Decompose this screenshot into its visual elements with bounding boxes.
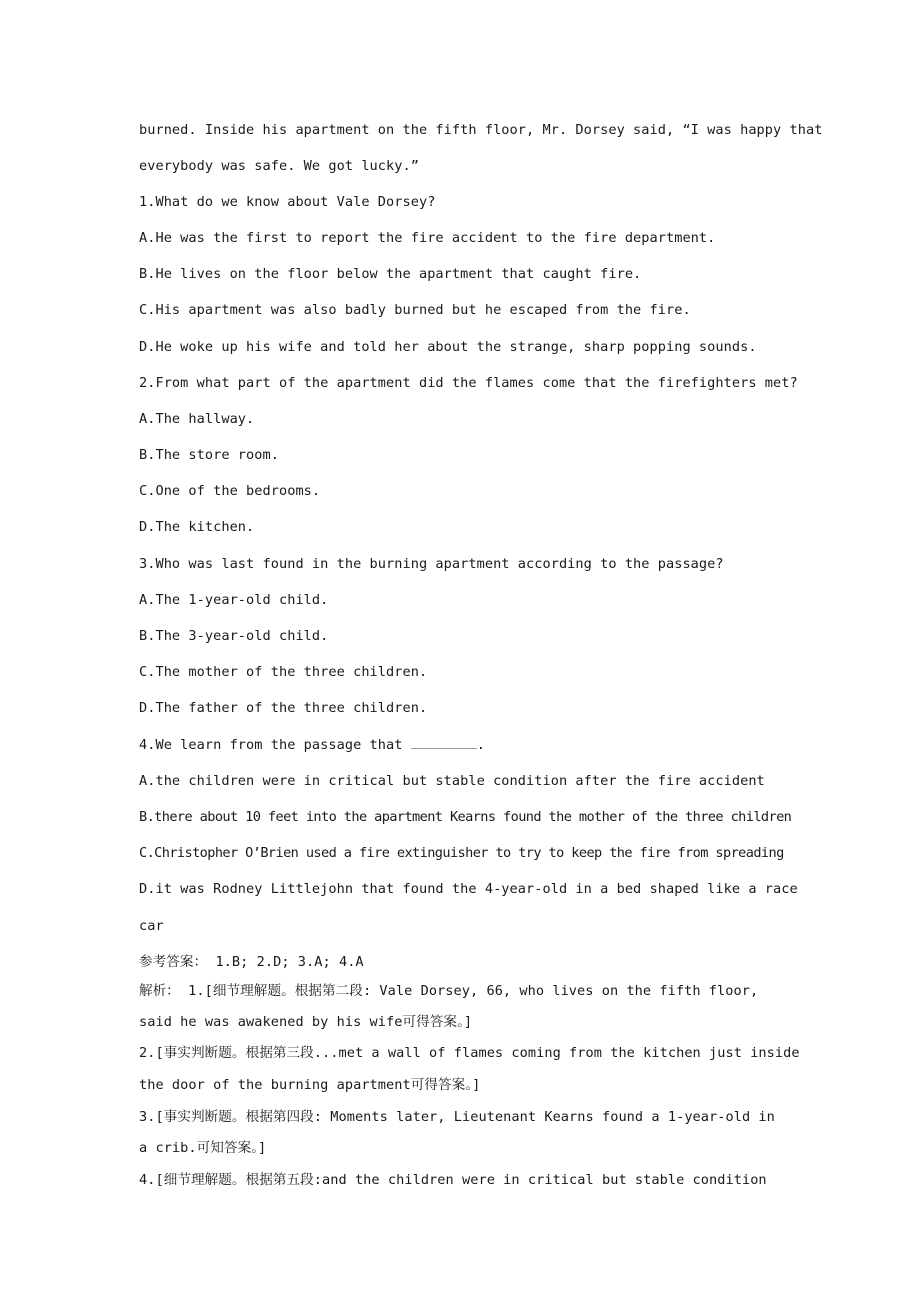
question-4-option-b: B.there about 10 feet into the apartment Kearns found the mother of the three children bbox=[139, 809, 792, 825]
answer-key-value: 1.B; 2.D; 3.A; 4.A bbox=[207, 954, 364, 970]
question-4-option-d: D.it was Rodney Littlejohn that found the 4-year-old in a bed shaped like a race bbox=[139, 881, 798, 897]
analysis-text: 1.[细节理解题。根据第二段: Vale Dorsey, 66, who lives on the fifth floor, bbox=[179, 983, 759, 999]
question-2-option-d: D.The kitchen. bbox=[139, 519, 255, 535]
question-1-option-b: B.He lives on the floor below the apartment that caught fire. bbox=[139, 266, 642, 282]
question-3-option-b: B.The 3-year-old child. bbox=[139, 628, 329, 644]
passage-line: everybody was safe. We got lucky.” bbox=[139, 158, 419, 174]
question-3-stem: 3.Who was last found in the burning apartment according to the passage? bbox=[139, 556, 724, 572]
answer-key bbox=[139, 952, 829, 972]
question-4-stem-text: 4.We learn from the passage that bbox=[139, 737, 411, 753]
question-2-option-c: C.One of the bedrooms. bbox=[139, 483, 321, 499]
question-4-option-a: A.the children were in critical but stable condition after the fire accident bbox=[139, 773, 765, 789]
analysis-line-2: said he was awakened by his wife可得答案。] bbox=[139, 1014, 473, 1030]
question-3-option-c: C.The mother of the three children. bbox=[139, 664, 428, 680]
analysis-line-7: 4.[细节理解题。根据第五段:and the children were in critical but stable condition bbox=[139, 1172, 767, 1188]
analysis-line-5: 3.[事实判断题。根据第四段: Moments later, Lieutenant Kearns found a 1-year-old in bbox=[139, 1109, 775, 1125]
question-2-stem: 2.From what part of the apartment did the flames come that the firefighters met? bbox=[139, 375, 798, 391]
question-3-option-d: D.The father of the three children. bbox=[139, 700, 428, 716]
passage-line: burned. Inside his apartment on the fifth floor, Mr. Dorsey said, “I was happy that bbox=[139, 122, 823, 138]
analysis-line-3: 2.[事实判断题。根据第三段...met a wall of flames coming from the kitchen just inside bbox=[139, 1045, 800, 1061]
question-4-option-c: C.Christopher O’Brien used a fire extinguisher to try to keep the fire from spreading bbox=[139, 845, 784, 861]
question-1-option-a: A.He was the first to report the fire accident to the fire department. bbox=[139, 230, 716, 246]
question-2-option-a: A.The hallway. bbox=[139, 411, 255, 427]
question-3-option-a: A.The 1-year-old child. bbox=[139, 592, 329, 608]
question-1-option-d: D.He woke up his wife and told her about the strange, sharp popping sounds. bbox=[139, 339, 757, 355]
analysis-line-4: the door of the burning apartment可得答案。] bbox=[139, 1077, 481, 1093]
question-4-stem-end: . bbox=[476, 737, 485, 753]
question-1-option-c: C.His apartment was also badly burned but he escaped from the fire. bbox=[139, 302, 691, 318]
answer-key-label: 参考答案： bbox=[139, 954, 208, 970]
analysis-label: 解析： bbox=[139, 983, 180, 999]
question-1-stem: 1.What do we know about Vale Dorsey? bbox=[139, 194, 436, 210]
question-4-option-d-continued: car bbox=[139, 918, 164, 934]
analysis-line-1 bbox=[139, 981, 829, 1001]
question-4-stem bbox=[139, 735, 829, 755]
question-2-option-b: B.The store room. bbox=[139, 447, 279, 463]
answer-blank bbox=[411, 736, 477, 749]
analysis-line-6: a crib.可知答案。] bbox=[139, 1140, 267, 1156]
